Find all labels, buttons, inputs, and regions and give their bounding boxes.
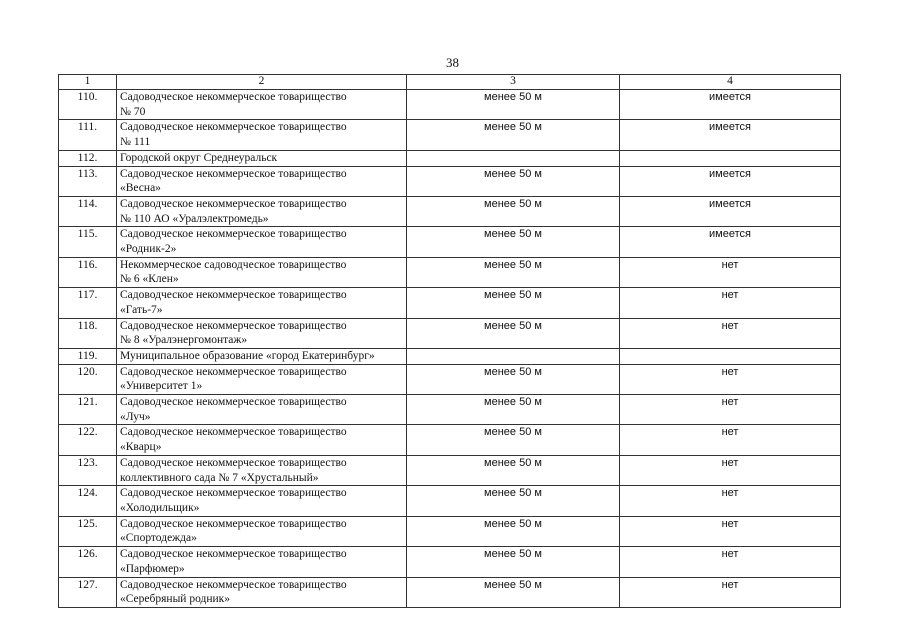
distance-cell: менее 50 м (407, 516, 620, 546)
row-number-cell: 122. (59, 425, 117, 455)
column-header-2: 2 (117, 75, 407, 90)
organization-name-line: Некоммерческое садоводческое товарищество (120, 258, 347, 271)
distance-cell: менее 50 м (407, 120, 620, 150)
presence-cell: нет (620, 257, 841, 287)
distance-cell: менее 50 м (407, 455, 620, 485)
column-header-4: 4 (620, 75, 841, 90)
presence-cell (620, 150, 841, 166)
distance-cell: менее 50 м (407, 425, 620, 455)
distance-cell (407, 150, 620, 166)
presence-cell: имеется (620, 120, 841, 150)
table-row (59, 364, 841, 394)
table-row (59, 577, 841, 607)
organization-name-line: Муниципальное образование «город Екатеринбург» (120, 349, 375, 362)
organization-name-cell (117, 318, 407, 348)
column-header-1: 1 (59, 75, 117, 90)
distance-cell: менее 50 м (407, 227, 620, 257)
presence-cell: нет (620, 577, 841, 607)
organization-name-line: «Спортодежда» (120, 532, 197, 545)
organization-name-cell (117, 516, 407, 546)
organization-name-line: «Гать-7» (120, 303, 163, 316)
organization-name-line: № 110 АО «Уралэлектромедь» (120, 212, 269, 225)
table-row (59, 120, 841, 150)
organization-name-line: Садоводческое некоммерческое товарищество (120, 456, 347, 469)
presence-cell (620, 348, 841, 364)
table-row (59, 486, 841, 516)
presence-cell: нет (620, 395, 841, 425)
organization-name-line: № 70 (120, 105, 146, 118)
row-number-cell: 110. (59, 90, 117, 120)
organization-name-cell (117, 577, 407, 607)
organization-name-cell (117, 364, 407, 394)
row-number-cell: 114. (59, 196, 117, 226)
table-row (59, 288, 841, 318)
organization-name-cell (117, 196, 407, 226)
table-row (59, 547, 841, 577)
row-number-cell: 116. (59, 257, 117, 287)
presence-cell: нет (620, 364, 841, 394)
table-row (59, 166, 841, 196)
presence-cell: нет (620, 486, 841, 516)
organization-name-line: Садоводческое некоммерческое товарищество (120, 517, 347, 530)
distance-cell: менее 50 м (407, 547, 620, 577)
row-number-cell: 113. (59, 166, 117, 196)
table-row (59, 425, 841, 455)
document-table (58, 74, 841, 608)
organization-name-cell (117, 395, 407, 425)
distance-cell: менее 50 м (407, 166, 620, 196)
presence-cell: нет (620, 425, 841, 455)
organization-name-cell (117, 150, 407, 166)
distance-cell: менее 50 м (407, 288, 620, 318)
organization-name-line: Садоводческое некоммерческое товарищество (120, 167, 347, 180)
organization-name-cell (117, 120, 407, 150)
row-number-cell: 112. (59, 150, 117, 166)
organization-name-line: Садоводческое некоммерческое товарищество (120, 548, 347, 561)
row-number-cell: 123. (59, 455, 117, 485)
section-row (59, 348, 841, 364)
organization-name-line: Садоводческое некоммерческое товарищество (120, 319, 347, 332)
row-number-cell: 119. (59, 348, 117, 364)
organization-name-line: Городской округ Среднеуральск (120, 151, 278, 164)
organization-name-line: № 111 (120, 136, 151, 149)
organization-name-cell (117, 455, 407, 485)
row-number-cell: 115. (59, 227, 117, 257)
organization-name-line: «Университет 1» (120, 380, 203, 393)
presence-cell: имеется (620, 90, 841, 120)
organization-name-cell (117, 547, 407, 577)
row-number-cell: 117. (59, 288, 117, 318)
row-number-cell: 127. (59, 577, 117, 607)
distance-cell: менее 50 м (407, 318, 620, 348)
column-header-3: 3 (407, 75, 620, 90)
organization-name-line: «Кварц» (120, 441, 162, 454)
organization-name-cell (117, 425, 407, 455)
organization-name-line: Садоводческое некоммерческое товарищество (120, 396, 347, 409)
table-row (59, 196, 841, 226)
row-number-cell: 124. (59, 486, 117, 516)
organization-name-line: «Холодильщик» (120, 501, 200, 514)
organization-name-line: «Луч» (120, 410, 151, 423)
organization-name-line: «Родник-2» (120, 243, 177, 256)
organization-name-cell (117, 288, 407, 318)
presence-cell: имеется (620, 196, 841, 226)
row-number-cell: 121. (59, 395, 117, 425)
table-row (59, 395, 841, 425)
organization-name-cell (117, 90, 407, 120)
table-row (59, 318, 841, 348)
table-row (59, 516, 841, 546)
row-number-cell: 126. (59, 547, 117, 577)
table-header (59, 75, 841, 90)
organization-name-line: Садоводческое некоммерческое товарищество (120, 228, 347, 241)
organization-name-line: Садоводческое некоммерческое товарищество (120, 197, 347, 210)
row-number-cell: 118. (59, 318, 117, 348)
presence-cell: нет (620, 547, 841, 577)
presence-cell: нет (620, 455, 841, 485)
organization-name-cell (117, 227, 407, 257)
organization-name-cell (117, 257, 407, 287)
page-number: 38 (446, 55, 459, 70)
presence-cell: нет (620, 288, 841, 318)
distance-cell: менее 50 м (407, 364, 620, 394)
distance-cell: менее 50 м (407, 577, 620, 607)
organization-name-line: Садоводческое некоммерческое товарищество (120, 487, 347, 500)
organization-name-line: «Парфюмер» (120, 562, 185, 575)
organization-name-line: Садоводческое некоммерческое товарищество (120, 289, 347, 302)
organization-name-cell (117, 348, 407, 364)
organization-name-cell (117, 166, 407, 196)
organization-name-line: коллективного сада № 7 «Хрустальный» (120, 471, 319, 484)
section-row (59, 150, 841, 166)
table-row (59, 227, 841, 257)
row-number-cell: 111. (59, 120, 117, 150)
organization-name-line: «Весна» (120, 182, 161, 195)
distance-cell (407, 348, 620, 364)
distance-cell: менее 50 м (407, 257, 620, 287)
table-row (59, 90, 841, 120)
distance-cell: менее 50 м (407, 486, 620, 516)
organization-name-line: Садоводческое некоммерческое товарищество (120, 365, 347, 378)
table-body (59, 90, 841, 608)
presence-cell: нет (620, 318, 841, 348)
organization-name-line: «Серебряный родник» (120, 593, 230, 606)
presence-cell: имеется (620, 227, 841, 257)
organization-name-cell (117, 486, 407, 516)
organization-name-line: Садоводческое некоммерческое товарищество (120, 426, 347, 439)
header-row (59, 75, 841, 90)
organization-name-line: Садоводческое некоммерческое товарищество (120, 91, 347, 103)
table-row (59, 455, 841, 485)
row-number-cell: 120. (59, 364, 117, 394)
organization-name-line: Садоводческое некоммерческое товарищество (120, 121, 347, 134)
organization-name-line: № 8 «Уралэнергомонтаж» (120, 334, 248, 347)
presence-cell: имеется (620, 166, 841, 196)
row-number-cell: 125. (59, 516, 117, 546)
organization-name-line: № 6 «Клен» (120, 273, 179, 286)
distance-cell: менее 50 м (407, 395, 620, 425)
distance-cell: менее 50 м (407, 196, 620, 226)
presence-cell: нет (620, 516, 841, 546)
table-row (59, 257, 841, 287)
organization-name-line: Садоводческое некоммерческое товарищество (120, 578, 347, 591)
distance-cell: менее 50 м (407, 90, 620, 120)
